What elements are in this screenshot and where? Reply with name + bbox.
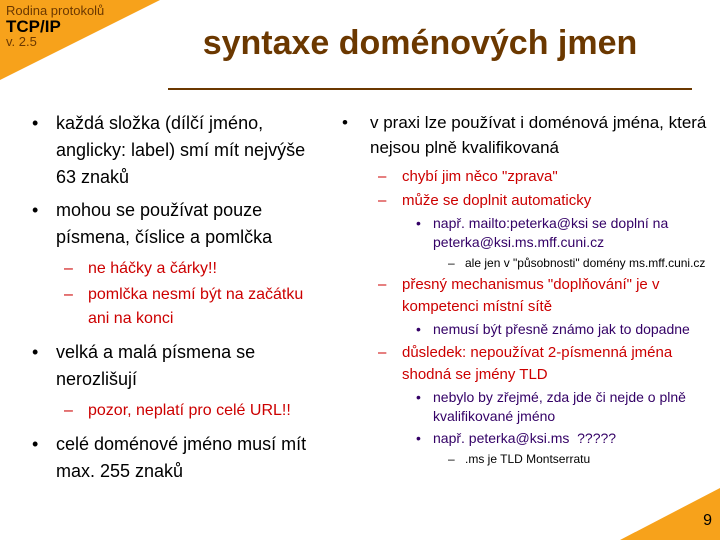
sub-list-item xyxy=(338,342,712,386)
bullet-marker: • xyxy=(32,434,39,454)
sub-sub-list-item xyxy=(338,388,712,426)
dash-marker: – xyxy=(64,402,73,419)
dash-marker: – xyxy=(378,344,387,361)
sub-sub-list-item xyxy=(338,214,712,252)
list-item-text: chybí jim něco "zprava" xyxy=(402,168,558,185)
series-header xyxy=(6,4,104,49)
list-item-text: pomlčka nesmí být na začátku ani na konci xyxy=(88,286,304,327)
left-column xyxy=(28,110,328,491)
list-item xyxy=(28,197,328,251)
list-item-text: nebylo by zřejmé, zda jde či nejde o plně kvalifikované jméno xyxy=(433,389,686,424)
bullet-marker: • xyxy=(416,430,421,446)
list-item xyxy=(28,110,328,191)
sub-list-item xyxy=(338,190,712,212)
list-item-text: ale jen v "působnosti" domény ms.mff.cuni.cz xyxy=(465,256,706,270)
bullet-marker: • xyxy=(32,342,39,362)
list-item-text: mohou se používat pouze písmena, číslice a pomlčka xyxy=(56,200,273,247)
list-item-text: důsledek: nepoužívat 2-písmenná jména shodná se jmény TLD xyxy=(402,344,673,383)
dash-marker: – xyxy=(378,276,387,293)
sub-list-item xyxy=(28,283,328,331)
dash-marker: – xyxy=(378,192,387,209)
bullet-marker: • xyxy=(416,215,421,231)
dash-marker: – xyxy=(448,452,455,466)
deep-list-item xyxy=(338,255,712,271)
list-item-text: celé doménové jméno musí mít max. 255 znaků xyxy=(56,434,307,481)
dash-marker: – xyxy=(448,256,455,270)
bullet-marker: • xyxy=(342,113,348,132)
list-item-text: např. mailto:peterka@ksi se doplní na peterka@ksi.ms.mff.cuni.cz xyxy=(433,215,669,250)
dash-marker: – xyxy=(64,260,73,277)
list-item-text: v praxi lze používat i doménová jména, která nejsou plně kvalifikovaná xyxy=(370,113,707,157)
right-column xyxy=(338,110,712,470)
list-item-text: velká a malá písmena se nerozlišují xyxy=(56,342,256,389)
sub-list-item xyxy=(28,399,328,423)
list-item-text: nemusí být přesně známo jak to dopadne xyxy=(433,321,690,337)
version-label: v. 2.5 xyxy=(6,34,37,49)
bullet-marker: • xyxy=(416,321,421,337)
dash-marker: – xyxy=(378,168,387,185)
sub-list-item xyxy=(338,274,712,318)
list-item-text: např. peterka@ksi.ms ????? xyxy=(433,430,617,446)
bullet-marker: • xyxy=(32,113,39,133)
sub-list-item xyxy=(338,166,712,188)
list-item-text: ne háčky a čárky!! xyxy=(88,260,217,277)
list-item xyxy=(28,339,328,393)
series-title: Rodina protokolů xyxy=(6,3,105,18)
slide-title: syntaxe doménových jmen xyxy=(202,24,638,62)
bullet-marker: • xyxy=(416,389,421,405)
page-number: 9 xyxy=(703,512,712,529)
list-item xyxy=(28,431,328,485)
list-item-text: může se doplnit automaticky xyxy=(402,192,592,209)
list-item-text: každá složka (dílčí jméno, anglicky: label) smí mít nejvýše 63 znaků xyxy=(56,113,306,187)
sub-list-item xyxy=(28,257,328,281)
sub-sub-list-item xyxy=(338,320,712,339)
course-name: TCP/IP xyxy=(6,17,61,36)
sub-sub-list-item xyxy=(338,429,712,448)
title-underline xyxy=(168,88,692,90)
list-item xyxy=(338,110,712,160)
deep-list-item xyxy=(338,451,712,467)
list-item-text: pozor, neplatí pro celé URL!! xyxy=(88,402,291,419)
list-item-text: .ms je TLD Montserratu xyxy=(465,452,591,466)
dash-marker: – xyxy=(64,286,73,303)
bullet-marker: • xyxy=(32,200,39,220)
list-item-text: přesný mechanismus "doplňování" je v kompetenci místní sítě xyxy=(402,276,660,315)
